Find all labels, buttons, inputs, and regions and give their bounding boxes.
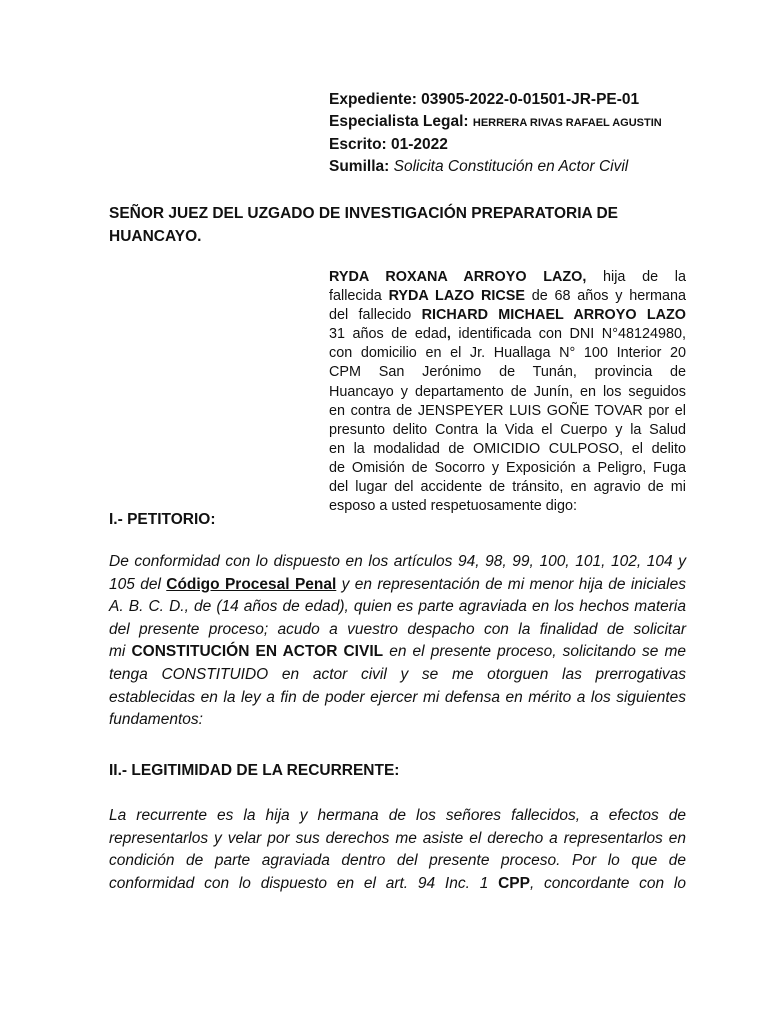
intro-line: en contra de JENSPEYER LUIS GOÑE TOVAR por el xyxy=(329,402,686,419)
addressee-line-1: SEÑOR JUEZ DEL UZGADO DE INVESTIGACIÓN PREPARATORIA DE xyxy=(109,205,618,222)
intro-line: esposo a usted respetuosamente digo: xyxy=(329,498,578,515)
intro-line: presunto delito Contra la Vida el Cuerpo y la Salud xyxy=(329,421,686,438)
intro-line xyxy=(329,306,686,325)
section-title-legitimidad: II.- LEGITIMIDAD DE LA RECURRENTE: xyxy=(109,762,400,779)
paragraph-text: 105 del xyxy=(109,575,167,593)
paragraph-line: tenga CONSTITUIDO en actor civil y se me otorguen las prerrogativas xyxy=(109,665,686,683)
intro-text: , xyxy=(446,326,451,343)
paragraph-line: condición de parte agraviada dentro del presente proceso. Por lo que de xyxy=(109,852,686,870)
deceased-mother-name: RYDA LAZO RICSE xyxy=(388,288,525,305)
constitucion-actor-civil: CONSTITUCIÓN EN ACTOR CIVIL xyxy=(131,643,384,661)
intro-line xyxy=(329,268,686,287)
intro-text: hija de la xyxy=(586,269,686,285)
paragraph-text: y en representación de mi menor hija de iniciales xyxy=(336,575,686,593)
intro-line: de Omisión de Socorro y Exposición a Peligro, Fuga xyxy=(329,459,686,476)
sumilla-text: Solicita Constitución en Actor Civil xyxy=(393,158,629,175)
intro-paragraph xyxy=(329,268,686,516)
petitioner-name: RYDA ROXANA ARROYO LAZO, xyxy=(329,269,587,285)
addressee xyxy=(109,203,669,248)
expediente-line: Expediente: 03905-2022-0-01501-JR-PE-01 xyxy=(329,91,640,108)
especialista-name: HERRERA RIVAS RAFAEL AGUSTIN xyxy=(472,117,662,129)
intro-line xyxy=(329,287,686,306)
paragraph-line xyxy=(109,574,686,597)
intro-text: de 68 años y hermana xyxy=(524,288,687,305)
sumilla-label: Sumilla: xyxy=(329,158,394,175)
paragraph-text: mi xyxy=(109,643,132,661)
section-title-petitorio: I.- PETITORIO: xyxy=(109,511,216,528)
intro-line: CPM San Jerónimo de Tunán, provincia de xyxy=(329,364,686,381)
intro-line xyxy=(329,325,686,344)
paragraph-line: A. B. C. D., de (14 años de edad), quien es parte agraviada en los hechos materia xyxy=(109,598,686,616)
sumilla-line xyxy=(329,156,749,178)
intro-text: del fallecido xyxy=(329,307,422,324)
intro-line: del lugar del accidente de tránsito, en agravio de mi xyxy=(329,479,686,496)
deceased-brother-name: RICHARD MICHAEL ARROYO LAZO xyxy=(421,307,686,324)
paragraph-line: fundamentos: xyxy=(109,711,203,729)
intro-line: con domicilio en el Jr. Huallaga N° 100 Interior 20 xyxy=(329,345,686,362)
paragraph-text: conformidad con lo dispuesto en el art. 94 Inc. 1 xyxy=(109,874,499,892)
intro-line: en la modalidad de OMICIDIO CULPOSO, el delito xyxy=(329,440,686,457)
intro-text: identificada con DNI N°48124980, xyxy=(450,326,686,343)
petitorio-paragraph xyxy=(109,551,686,732)
paragraph-line: La recurrente es la hija y hermana de los señores fallecidos, a efectos de xyxy=(109,807,686,824)
intro-line: Huancayo y departamento de Junín, en los seguidos xyxy=(329,383,686,400)
especialista-label: Especialista Legal: xyxy=(329,113,473,130)
paragraph-line xyxy=(109,873,686,896)
paragraph-line: De conformidad con lo dispuesto en los artículos 94, 98, 99, 100, 101, 102, 104 y xyxy=(109,553,686,570)
paragraph-line: representarlos y velar por sus derechos me asiste el derecho a representarlos en xyxy=(109,829,686,847)
case-header xyxy=(329,89,749,178)
paragraph-line: del presente proceso; acudo a vuestro despacho con la finalidad de solicitar xyxy=(109,620,686,638)
paragraph-text: , concordante con lo xyxy=(529,874,686,892)
intro-text: 31 años de edad xyxy=(329,326,447,343)
intro-text: fallecida xyxy=(329,288,389,305)
paragraph-text: en el presente proceso, solicitando se me xyxy=(383,643,686,661)
escrito-line: Escrito: 01-2022 xyxy=(329,136,448,153)
especialista-line xyxy=(329,111,749,134)
codigo-procesal-penal: Código Procesal Penal xyxy=(166,575,337,593)
cpp-abbrev: CPP xyxy=(498,874,530,892)
paragraph-line xyxy=(109,641,686,664)
addressee-line-2: HUANCAYO. xyxy=(109,227,202,245)
legitimidad-paragraph xyxy=(109,805,686,895)
paragraph-line: establecidas en la ley a fin de poder ejercer mi defensa en mérito a los siguientes xyxy=(109,688,686,706)
